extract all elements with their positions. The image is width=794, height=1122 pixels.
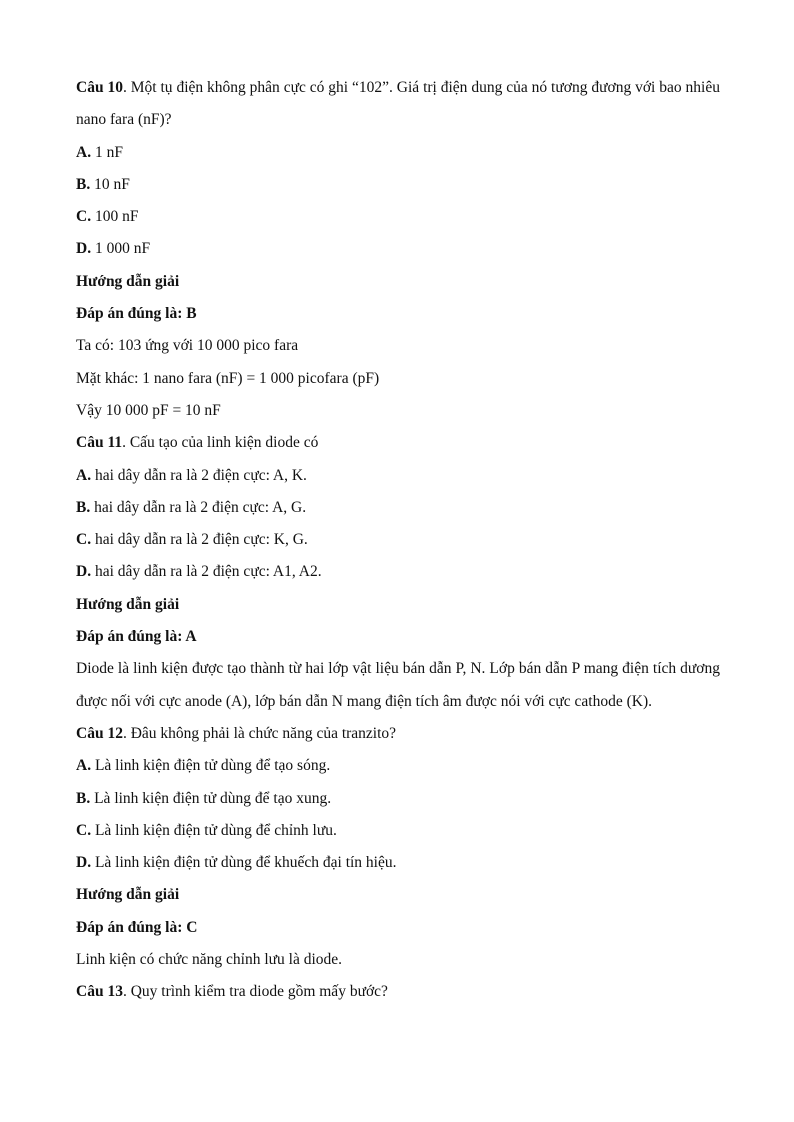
explanation-line: Ta có: 103 ứng với 10 000 pico fara bbox=[76, 337, 299, 355]
question-label: Câu 13 bbox=[76, 983, 123, 1001]
option-letter: B. bbox=[76, 175, 91, 193]
answer-text: Đáp án đúng là: B bbox=[76, 305, 197, 323]
guide-heading-text: Hướng dẫn giải bbox=[76, 595, 180, 613]
option-letter: B. bbox=[76, 789, 91, 807]
option-letter: C. bbox=[76, 208, 92, 226]
question-text: . Một tụ điện không phân cực có ghi “102”. Giá trị điện dung của nó tương đương với bao nhiêu nano fara (nF)? bbox=[76, 79, 720, 129]
explanation-paragraph: Diode là linh kiện được tạo thành từ hai lớp vật liệu bán dẫn P, N. Lớp bán dẫn P mang điện tích dương được nối với cực anode (A), lớp bán dẫn N mang điện tích âm được nói với cực cathode (K). bbox=[76, 660, 720, 710]
option-a bbox=[76, 460, 720, 492]
option-text: 100 nF bbox=[91, 208, 139, 226]
answer-line bbox=[76, 621, 720, 653]
option-letter: D. bbox=[76, 240, 92, 258]
explanation-line: Vậy 10 000 pF = 10 nF bbox=[76, 401, 221, 419]
answer-text: Đáp án đúng là: C bbox=[76, 918, 198, 936]
option-text: 1 000 nF bbox=[91, 240, 151, 258]
option-text: Là linh kiện điện tử dùng để chỉnh lưu. bbox=[91, 821, 337, 839]
question-text: . Cấu tạo của linh kiện diode có bbox=[122, 434, 319, 452]
option-text: hai dây dẫn ra là 2 điện cực: K, G. bbox=[91, 531, 308, 549]
option-a bbox=[76, 750, 720, 782]
option-text: Là linh kiện điện tử dùng để tạo xung. bbox=[90, 789, 332, 807]
option-text: hai dây dẫn ra là 2 điện cực: A, K. bbox=[91, 466, 307, 484]
option-c bbox=[76, 815, 720, 847]
option-a bbox=[76, 137, 720, 169]
question-label: Câu 12 bbox=[76, 724, 123, 742]
option-c bbox=[76, 524, 720, 556]
question-12 bbox=[76, 718, 720, 750]
guide-heading bbox=[76, 589, 720, 621]
option-b bbox=[76, 169, 720, 201]
option-b bbox=[76, 492, 720, 524]
option-d bbox=[76, 556, 720, 588]
question-label: Câu 10 bbox=[76, 79, 123, 96]
option-letter: A. bbox=[76, 143, 92, 161]
explanation-line: Linh kiện có chức năng chỉnh lưu là diode. bbox=[76, 951, 343, 969]
explanation-line: Mặt khác: 1 nano fara (nF) = 1 000 picofara (pF) bbox=[76, 369, 380, 387]
option-letter: B. bbox=[76, 498, 91, 516]
question-10 bbox=[76, 72, 720, 137]
option-text: Là linh kiện điện tử dùng để khuếch đại tín hiệu. bbox=[91, 854, 397, 872]
answer-text: Đáp án đúng là: A bbox=[76, 628, 197, 646]
question-text: . Quy trình kiểm tra diode gồm mấy bước? bbox=[122, 983, 388, 1001]
option-text: hai dây dẫn ra là 2 điện cực: A1, A2. bbox=[91, 563, 322, 581]
option-letter: A. bbox=[76, 757, 92, 775]
option-letter: C. bbox=[76, 821, 92, 839]
guide-heading-text: Hướng dẫn giải bbox=[76, 272, 180, 290]
option-b bbox=[76, 783, 720, 815]
guide-heading bbox=[76, 879, 720, 911]
answer-line bbox=[76, 298, 720, 330]
option-d bbox=[76, 233, 720, 265]
guide-heading bbox=[76, 266, 720, 298]
option-c bbox=[76, 201, 720, 233]
option-d bbox=[76, 847, 720, 879]
option-letter: D. bbox=[76, 563, 92, 581]
question-11 bbox=[76, 427, 720, 459]
option-letter: C. bbox=[76, 531, 92, 549]
option-letter: A. bbox=[76, 466, 92, 484]
option-text: 1 nF bbox=[91, 143, 123, 161]
option-text: Là linh kiện điện tử dùng để tạo sóng. bbox=[91, 757, 331, 775]
option-letter: D. bbox=[76, 854, 92, 872]
option-text: hai dây dẫn ra là 2 điện cực: A, G. bbox=[90, 498, 307, 516]
option-text: 10 nF bbox=[90, 175, 130, 193]
guide-heading-text: Hướng dẫn giải bbox=[76, 886, 180, 904]
question-text: . Đâu không phải là chức năng của tranzito? bbox=[122, 724, 397, 742]
answer-line bbox=[76, 912, 720, 944]
document-page bbox=[76, 72, 720, 1009]
question-label: Câu 11 bbox=[76, 434, 123, 452]
question-13 bbox=[76, 976, 720, 1008]
